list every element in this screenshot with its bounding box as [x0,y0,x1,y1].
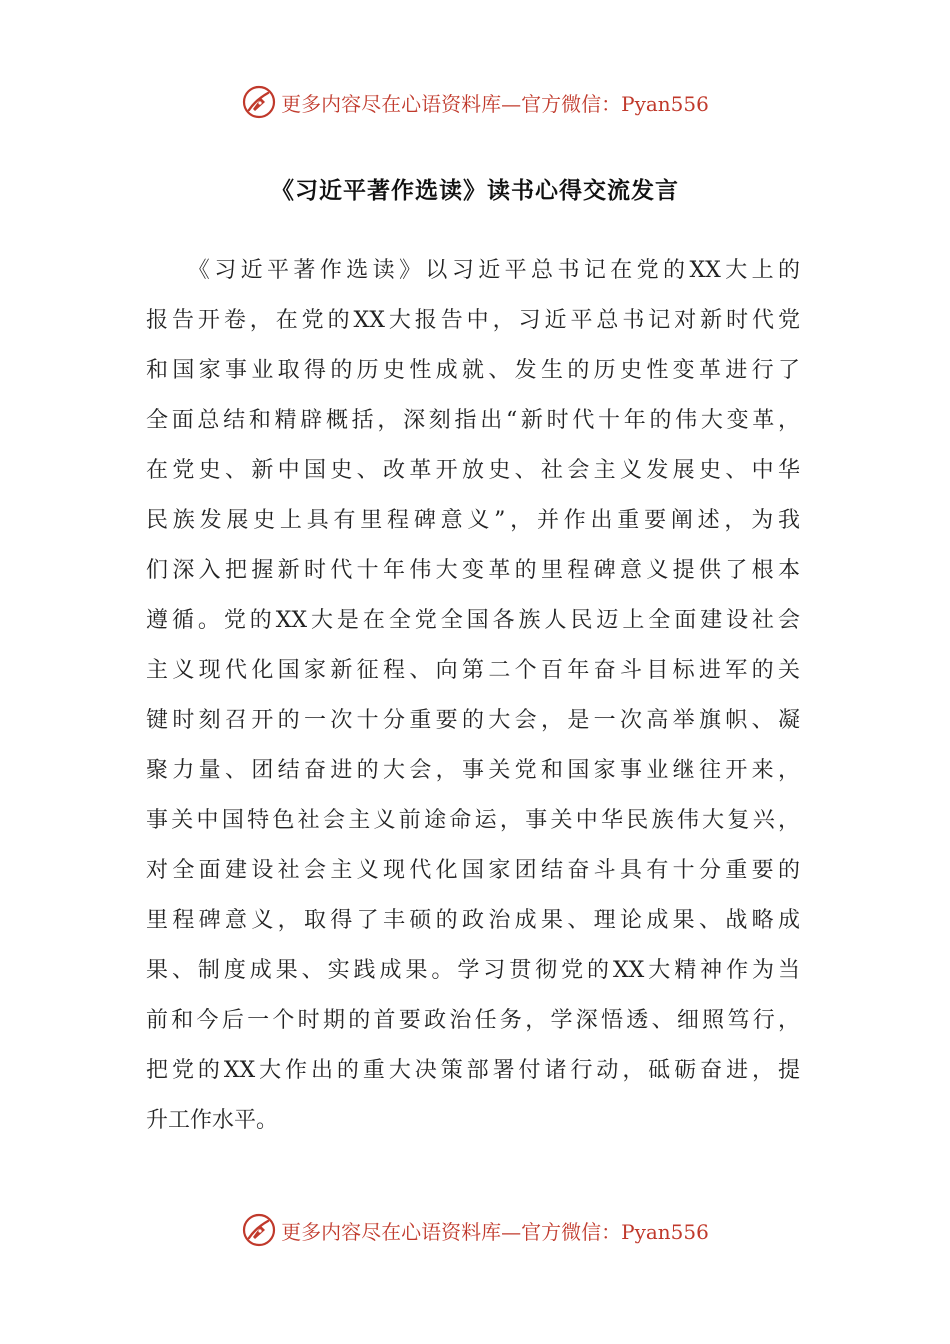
body-line: 事关中国特色社会主义前途命运，事关中华民族伟大复兴， [146,808,800,833]
body-line: 全面总结和精辟概括，深刻指出“新时代十年的伟大变革， [146,408,800,433]
body-line: 果、制度成果、实践成果。学习贯彻党的XX大精神作为当 [146,958,800,983]
header-banner [0,82,950,122]
body-line: 前和今后一个时期的首要政治任务，学深悟透、细照笃行， [146,1008,800,1033]
body-line: 键时刻召开的一次十分重要的大会，是一次高举旗帜、凝 [146,708,800,733]
body-line: 聚力量、团结奋进的大会，事关党和国家事业继往开来， [146,758,800,783]
body-line: 《习近平著作选读》以习近平总书记在党的XX大上的 [146,258,800,283]
body-line: 和国家事业取得的历史性成就、发生的历史性变革进行了 [146,358,800,383]
pen-nib-logo-icon [241,84,277,120]
document-body [146,246,800,1146]
body-line: 们深入把握新时代十年伟大变革的里程碑意义提供了根本 [146,558,800,583]
banner-text: 更多内容尽在心语资料库—官方微信：Pyan556 [281,91,709,116]
body-line: 把党的XX大作出的重大决策部署付诸行动，砥砺奋进，提 [146,1058,800,1083]
document-title: 《习近平著作选读》读书心得交流发言 [271,177,679,204]
body-line: 民族发展史上具有里程碑意义”，并作出重要阐述，为我 [146,508,800,533]
body-line: 遵循。党的XX大是在全党全国各族人民迈上全面建设社会 [146,608,800,633]
body-line: 对全面建设社会主义现代化国家团结奋斗具有十分重要的 [146,858,800,883]
body-line: 报告开卷，在党的XX大报告中，习近平总书记对新时代党 [146,308,800,333]
body-line: 主义现代化国家新征程、向第二个百年奋斗目标进军的关 [146,658,800,683]
banner-text: 更多内容尽在心语资料库—官方微信：Pyan556 [281,1219,709,1244]
body-line: 里程碑意义，取得了丰硕的政治成果、理论成果、战略成 [146,908,800,933]
body-line: 在党史、新中国史、改革开放史、社会主义发展史、中华 [146,458,800,483]
pen-nib-logo-icon [241,1212,277,1248]
body-line: 升工作水平。 [146,1108,279,1133]
footer-banner [0,1210,950,1250]
